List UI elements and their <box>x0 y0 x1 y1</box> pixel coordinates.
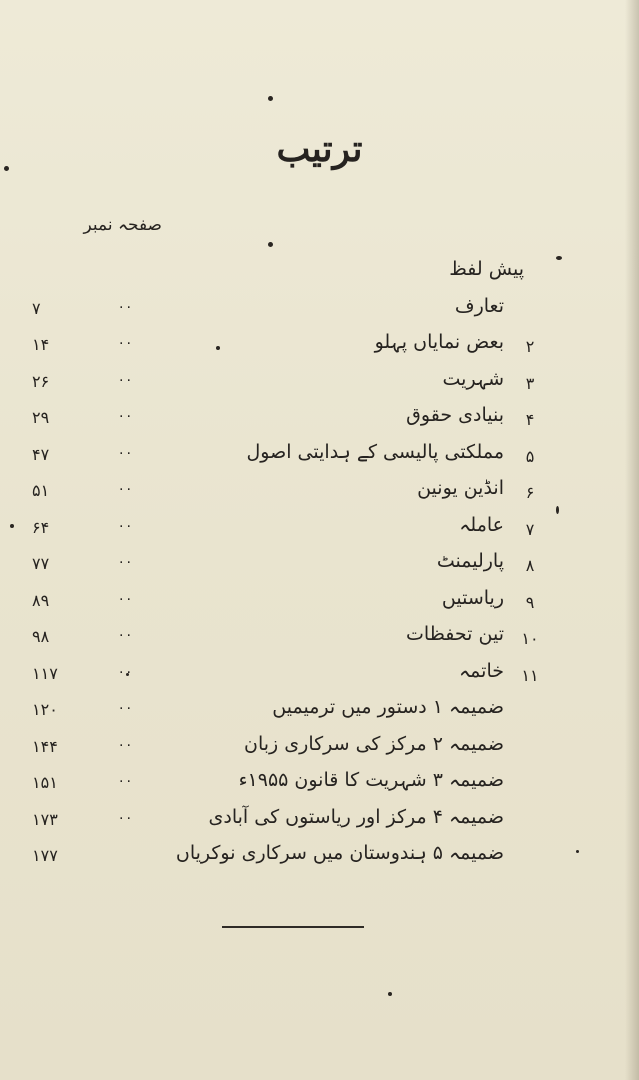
page-number: ۱۱۷ <box>32 663 58 683</box>
leader-dots: ۰۰ <box>117 371 133 388</box>
chapter-title: شہریت <box>442 367 504 390</box>
page-number: ۸۹ <box>32 590 50 610</box>
page-title: ترتیب <box>276 128 363 170</box>
toc-row <box>0 331 639 367</box>
divider-rule <box>222 926 364 928</box>
leader-dots: ۰۰ <box>117 773 133 789</box>
chapter-number: ۳ <box>525 373 535 393</box>
leader-dots: ۰۰ <box>117 517 133 534</box>
toc-row <box>0 441 639 477</box>
page-number: ۹۸ <box>32 627 50 646</box>
toc-row <box>0 550 639 586</box>
page-number: ۶۴ <box>32 517 50 537</box>
leader-dots: ۰۰ <box>117 590 133 607</box>
chapter-number: ۱۱ <box>521 665 539 685</box>
toc-row <box>0 806 639 842</box>
chapter-title: پیش لفظ <box>449 258 524 280</box>
chapter-title: ضمیمہ ۴ مرکز اور ریاستوں کی آبادی <box>208 805 504 828</box>
chapter-title: پارلیمنٹ <box>436 550 504 572</box>
leader-dots: ۰۰ <box>117 554 133 570</box>
chapter-number: ۵ <box>525 446 535 466</box>
page-number-column-header: صفحہ نمبر <box>83 215 162 235</box>
chapter-title: ضمیمہ ۵ ہندوستان میں سرکاری نوکریاں <box>175 842 504 864</box>
page-number: ۷۷ <box>32 554 50 573</box>
toc-row <box>0 842 639 878</box>
toc-row <box>0 368 639 404</box>
page-number: ۱۴۴ <box>32 736 58 756</box>
chapter-title: عاملہ <box>459 513 504 536</box>
chapter-number: ۷ <box>525 519 535 539</box>
toc-row <box>0 660 639 696</box>
toc-row <box>0 623 639 659</box>
page-number: ۱۲۰ <box>32 700 58 719</box>
leader-dots: ۰۰ <box>117 809 133 826</box>
toc-row <box>0 295 639 331</box>
chapter-title: خاتمہ <box>459 659 504 682</box>
page-number: ۲۹ <box>32 408 50 427</box>
toc-row <box>0 733 639 769</box>
chapter-title: انڈین یونین <box>417 477 504 499</box>
page-number: ۱۵۱ <box>32 773 58 792</box>
chapter-number: ۹ <box>525 592 535 612</box>
chapter-title: ریاستیں <box>441 586 504 609</box>
chapter-title: ضمیمہ ۲ مرکز کی سرکاری زبان <box>244 732 504 755</box>
page-number: ۱۷۷ <box>32 846 58 865</box>
leader-dots: ۰۰ <box>117 663 133 680</box>
toc-row <box>0 514 639 550</box>
leader-dots: ۰۰ <box>117 335 133 351</box>
chapter-number: ۴ <box>525 410 535 429</box>
paper-speck <box>268 242 273 247</box>
leader-dots: ۰۰ <box>117 481 133 497</box>
leader-dots: ۰۰ <box>117 736 133 753</box>
leader-dots: ۰۰ <box>117 444 133 461</box>
toc-row <box>0 477 639 513</box>
chapter-number: ۶ <box>525 483 535 502</box>
page-number: ۴۷ <box>32 444 50 464</box>
toc-row <box>0 769 639 805</box>
chapter-title: بعض نمایاں پہلو <box>374 331 504 353</box>
chapter-number: ۲ <box>525 337 535 356</box>
page-number: ۱۴ <box>32 335 50 354</box>
leader-dots: ۰۰ <box>117 700 133 716</box>
toc-row <box>0 404 639 440</box>
paper-speck <box>388 992 392 996</box>
chapter-title: مملکتی پالیسی کے ہدایتی اصول <box>246 440 504 463</box>
toc-row <box>0 258 639 294</box>
chapter-title: بنیادی حقوق <box>406 404 504 426</box>
toc-row <box>0 696 639 732</box>
leader-dots: ۰۰ <box>117 627 133 643</box>
page-number: ۱۷۳ <box>32 809 58 829</box>
leader-dots: ۰۰ <box>117 408 133 424</box>
page-number: ۷ <box>32 298 41 318</box>
chapter-title: ضمیمہ ۳ شہریت کا قانون ۱۹۵۵ء <box>238 769 504 791</box>
chapter-title: ضمیمہ ۱ دستور میں ترمیمیں <box>272 696 504 718</box>
chapter-number: ۸ <box>525 556 535 575</box>
chapter-title: تعارف <box>454 294 504 317</box>
toc-row <box>0 587 639 623</box>
paper-speck <box>268 96 273 101</box>
page-number: ۲۶ <box>32 371 50 391</box>
chapter-number: ۱۰ <box>521 629 539 648</box>
leader-dots: ۰۰ <box>117 298 133 315</box>
chapter-title: تین تحفظات <box>406 623 504 645</box>
page-number: ۵۱ <box>32 481 50 500</box>
